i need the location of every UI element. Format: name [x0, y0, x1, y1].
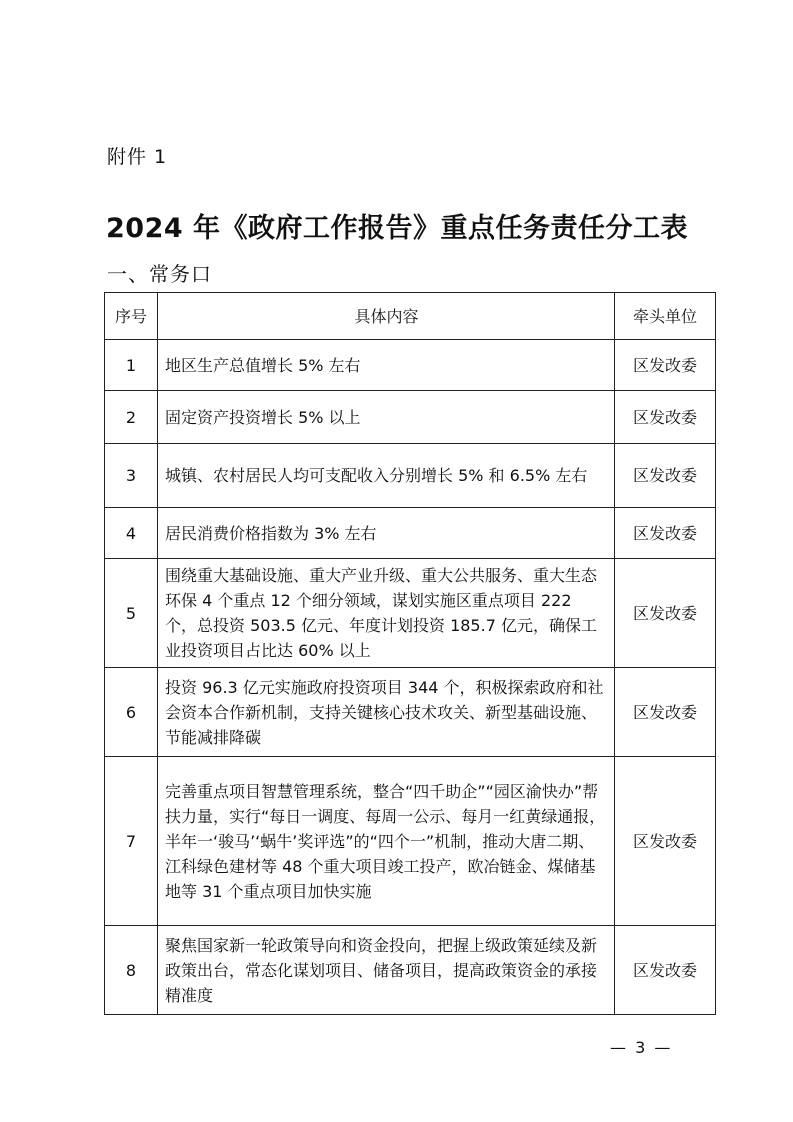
table-row: [105, 391, 716, 444]
table-row: [105, 926, 716, 1015]
row-lead-unit: 区发改委: [615, 559, 716, 668]
section-heading: 一、常务口: [107, 262, 212, 286]
row-content: 围绕重大基础设施、重大产业升级、重大公共服务、重大生态环保 4 个重点 12 个细分领域，谋划实施区重点项目 222 个，总投资 503.5 亿元、年度计划投资 185.7 亿元，确保工业投资项目占比达 60% 以上: [158, 559, 615, 668]
attachment-label: 附件 1: [107, 146, 168, 168]
row-lead-unit: 区发改委: [615, 391, 716, 444]
table-row: [105, 559, 716, 668]
table-row: [105, 668, 716, 757]
header-serial-number: 序号: [105, 293, 158, 340]
row-lead-unit: 区发改委: [615, 340, 716, 391]
row-content: 固定资产投资增长 5% 以上: [158, 391, 615, 444]
table-row: [105, 340, 716, 391]
table-header-row: [105, 293, 716, 340]
table-row: [105, 508, 716, 559]
row-lead-unit: 区发改委: [615, 926, 716, 1015]
row-lead-unit: 区发改委: [615, 508, 716, 559]
row-number: 5: [105, 559, 158, 668]
row-content: 居民消费价格指数为 3% 左右: [158, 508, 615, 559]
row-number: 3: [105, 444, 158, 508]
row-number: 4: [105, 508, 158, 559]
row-lead-unit: 区发改委: [615, 444, 716, 508]
row-content: 地区生产总值增长 5% 左右: [158, 340, 615, 391]
row-number: 2: [105, 391, 158, 444]
row-number: 8: [105, 926, 158, 1015]
row-content: 聚焦国家新一轮政策导向和资金投向，把握上级政策延续及新政策出台，常态化谋划项目、储备项目，提高政策资金的承接精准度: [158, 926, 615, 1015]
row-content: 投资 96.3 亿元实施政府投资项目 344 个，积极探索政府和社会资本合作新机制，支持关键核心技术攻关、新型基础设施、节能减排降碳: [158, 668, 615, 757]
document-title: 2024 年《政府工作报告》重点任务责任分工表: [106, 213, 689, 244]
row-number: 1: [105, 340, 158, 391]
row-content: 城镇、农村居民人均可支配收入分别增长 5% 和 6.5% 左右: [158, 444, 615, 508]
row-number: 7: [105, 757, 158, 926]
row-number: 6: [105, 668, 158, 757]
header-content: 具体内容: [158, 293, 615, 340]
row-lead-unit: 区发改委: [615, 668, 716, 757]
row-lead-unit: 区发改委: [615, 757, 716, 926]
row-content: 完善重点项目智慧管理系统，整合“四千助企”“园区渝快办”帮扶力量，实行“每日一调度、每周一公示、每月一红黄绿通报，半年一‘骏马’‘蜗牛’奖评选”的“四个一”机制，推动大唐二期、江科绿色建材等 48 个重大项目竣工投产，欧冶链金、煤储基地等 31 个重点项目加快实施: [158, 757, 615, 926]
page-number: — 3 —: [610, 1038, 673, 1057]
table-row: [105, 757, 716, 926]
header-lead-unit: 牵头单位: [615, 293, 716, 340]
task-table: [104, 292, 716, 1015]
table-row: [105, 444, 716, 508]
